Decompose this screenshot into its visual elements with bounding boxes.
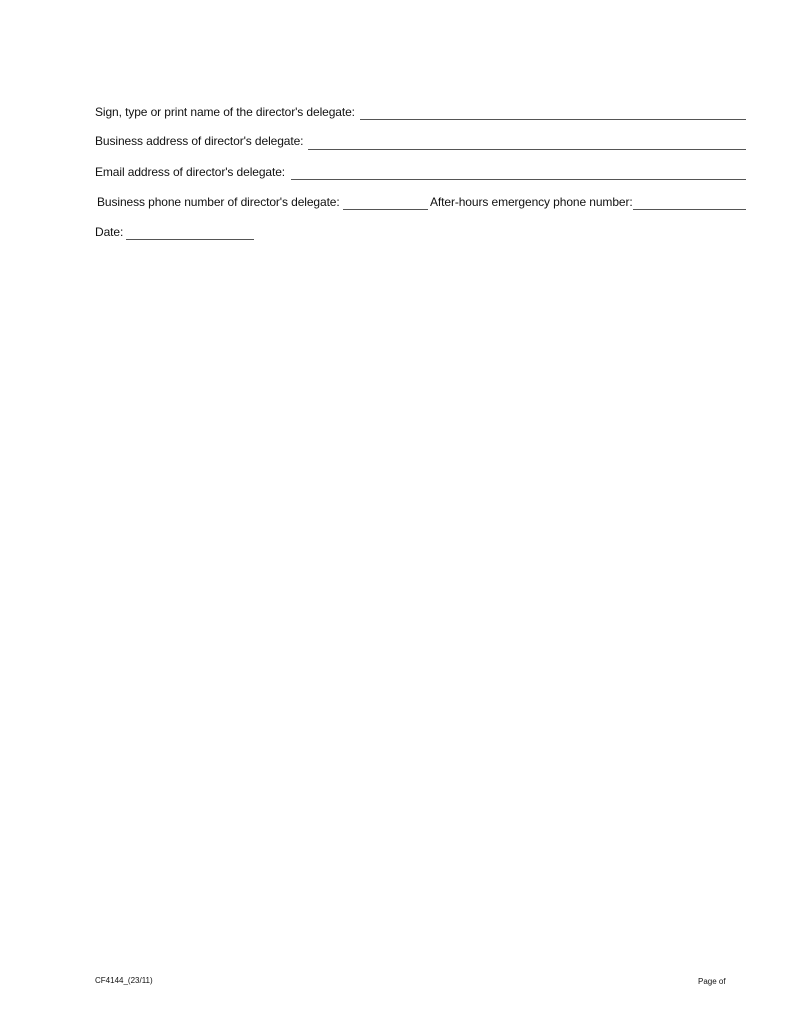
form-code: CF4144_(23/11) xyxy=(95,976,153,985)
after-hours-phone-field[interactable] xyxy=(633,209,746,210)
delegate-name-field[interactable] xyxy=(360,119,746,120)
email-field[interactable] xyxy=(291,179,746,180)
business-phone-field[interactable] xyxy=(343,209,428,210)
date-field[interactable] xyxy=(126,239,254,240)
business-phone-label: Business phone number of director's delegate: xyxy=(97,195,340,209)
delegate-name-label: Sign, type or print name of the director's delegate: xyxy=(95,105,355,119)
after-hours-phone-label: After-hours emergency phone number: xyxy=(430,195,633,209)
email-label: Email address of director's delegate: xyxy=(95,165,286,179)
date-label: Date: xyxy=(95,225,124,239)
business-address-field[interactable] xyxy=(308,149,746,150)
page-number: Page of xyxy=(698,977,726,986)
business-address-label: Business address of director's delegate: xyxy=(95,134,304,148)
